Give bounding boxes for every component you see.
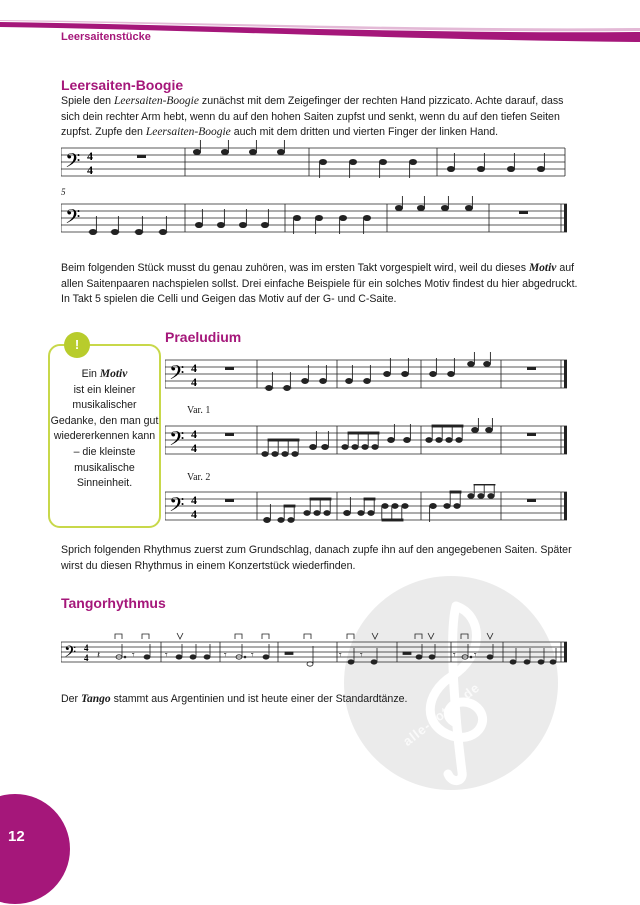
header-swoosh	[0, 0, 640, 60]
time-sig-bottom: 4	[191, 441, 197, 455]
time-sig-bottom: 4	[191, 375, 197, 389]
rhythm-paragraph: Sprich folgenden Rhythmus zuerst zum Grundschlag, danach zupfe ihn auf den angegebenen Saiten. Später wirst du diesen Rhythmus in einem Konzertstück wiederfinden.	[61, 544, 572, 572]
staff-praeludium	[165, 352, 570, 400]
variation-2-label: Var. 2	[187, 472, 211, 483]
bass-clef: 𝄢	[65, 205, 81, 233]
staff-var-1	[165, 418, 570, 466]
svg-text:𝄾: 𝄾	[474, 650, 477, 661]
svg-text:𝄾: 𝄾	[165, 650, 168, 661]
svg-text:𝄾: 𝄾	[339, 650, 342, 661]
staff-boogie-1	[61, 140, 566, 188]
time-sig-bottom: 4	[191, 507, 197, 521]
staff-var-2	[165, 484, 570, 532]
tip-badge: !	[64, 332, 90, 358]
svg-text:𝄾: 𝄾	[132, 650, 135, 661]
time-sig-bottom: 4	[84, 653, 89, 663]
svg-text:𝄾: 𝄾	[360, 650, 363, 661]
bass-clef: 𝄢	[169, 493, 185, 521]
svg-text:𝄾: 𝄾	[251, 650, 254, 661]
bass-clef: 𝄢	[169, 361, 185, 389]
watermark-logo	[344, 576, 558, 790]
measure-number: 5	[61, 187, 66, 197]
page-number-badge	[0, 794, 70, 904]
svg-text:𝄾: 𝄾	[224, 650, 227, 661]
bass-clef: 𝄢	[169, 427, 185, 455]
time-sig-top: 4	[191, 427, 197, 441]
staff-tango	[61, 630, 571, 676]
variation-1-label: Var. 1	[187, 405, 211, 416]
boogie-title: Leersaiten-Boogie	[61, 77, 184, 93]
svg-text:𝄽: 𝄽	[97, 650, 101, 661]
time-sig-top: 4	[84, 643, 89, 653]
page-number: 12	[8, 828, 25, 845]
tango-paragraph: Der Tango stammt aus Argentinien und ist heute einer der Standardtänze.	[61, 693, 408, 705]
watermark-text: alle-noten.de	[400, 679, 483, 749]
boogie-paragraph: Spiele den Leersaiten-Boogie zunächst mit dem Zeigefinger der rechten Hand pizzicato. Achte darauf, dass sich dein rechter Arm hebt, wenn du auf den hohen Saiten zupfst und senkt, wenn du auf den tiefen Seiten zupfst. Zupfe den Leersaiten-Boogie auch mit dem dritten und vierten Finger der linken Hand.	[61, 95, 564, 138]
time-sig-bottom: 4	[87, 163, 93, 177]
bass-clef: 𝄢	[64, 643, 77, 665]
time-sig-top: 4	[87, 149, 93, 163]
motiv-paragraph: Beim folgenden Stück musst du genau zuhören, was im ersten Takt vorgespielt wird, weil du dieses Motiv auf allen Saitenpaaren nachspielen sollst. Drei einfache Beispiele für ein solches Motiv findest du hier abgedruckt. In Takt 5 spielen die Celli und Geigen das Motiv auf der G- und C-Saite.	[61, 262, 578, 305]
tip-text: Ein Motiv ist ein kleiner musikalischer Gedanke, den man gut wiedererkennen kann – die kleinste musikalische Sinneinheit.	[50, 368, 159, 490]
time-sig-top: 4	[191, 361, 197, 375]
staff-boogie-2	[61, 196, 571, 240]
tango-title: Tangorhythmus	[61, 595, 166, 611]
praeludium-title: Praeludium	[165, 329, 242, 345]
time-sig-top: 4	[191, 493, 197, 507]
svg-text:𝄾: 𝄾	[453, 650, 456, 661]
section-title: Leersaitenstücke	[61, 31, 151, 43]
bass-clef: 𝄢	[65, 149, 81, 177]
